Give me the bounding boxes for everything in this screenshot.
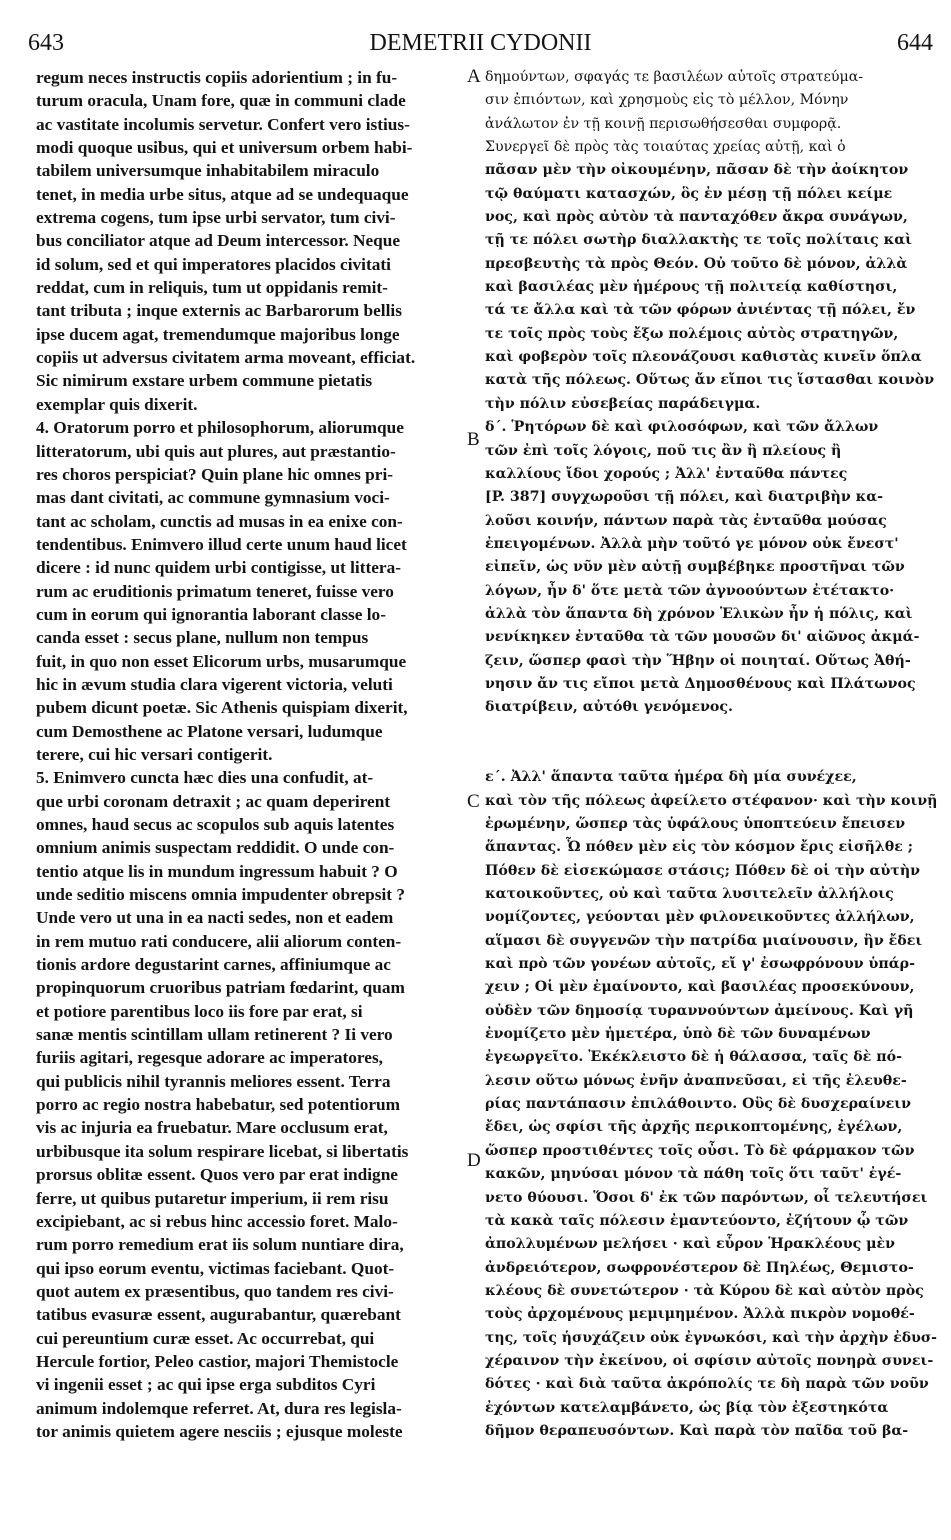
latin-text-line: extrema cogens, tum ipse urbi servator, tum civi- (36, 208, 396, 228)
greek-text-line: ρίας παντάπασιν ἐπιλάθοιντο. Οὓς δὲ δυσχεραίνειν (485, 1096, 912, 1113)
greek-text-line: κακῶν, μηνύσαι μόνον τὰ πάθη τοῖς ὅτι ταῦτ' ἐγέ- (485, 1166, 902, 1183)
greek-text-line: δημούντων, σφαγάς τε βασιλέων αὐτοῖς στρατεύμα- (485, 69, 864, 85)
greek-text-line: ἀπολλυμένων μελήσει · καὶ εὗρον Ἡρακλέους μὲν (485, 1236, 896, 1253)
latin-text-line: quot autem ex præsentibus, quo tandem res civi- (36, 1281, 394, 1301)
greek-text-line: νενίκηκεν ἐνταῦθα τὰ τῶν μουσῶν δι' αἰῶνος ἀκμά- (485, 629, 920, 646)
latin-text-line: dicere : id nunc quidem urbi contigisse, ut littera- (36, 558, 401, 578)
latin-text-line: 4. Oratorum porro et philosophorum, aliorumque (36, 418, 404, 438)
greek-text-line: κατὰ τῆς πόλεως. Οὕτως ἄν εἴποι τις ἵστασθαι κοινὸν (485, 372, 935, 389)
latin-text-line: tionis ardore degustarint carnes, affiniumque ac (36, 955, 391, 975)
greek-text-line: Πόθεν δὲ εἰσεκώμασε στάσις; Πόθεν δὲ οἱ τὴν αὐτὴν (485, 862, 921, 879)
greek-text-line: καὶ φοβερὸν τοῖς πλεονάζουσι καθιστὰς κινεῖν ὅπλα (485, 349, 922, 366)
greek-text-line: νετο θύουσι. Ὅσοι δ' ἐκ τῶν παρόντων, οἷ τελευτήσει (485, 1189, 928, 1206)
greek-text-line: καὶ τὸν τῆς πόλεως ἀφείλετο στέφανον· καὶ τὴν κοινῇ (485, 792, 937, 809)
greek-text-line: ὥσπερ προστιθέντες τοῖς οὖσι. Τὸ δὲ φάρμακον τῶν (485, 1142, 915, 1159)
latin-text-line: regum neces instructis copiis adorientium ; in fu- (36, 68, 398, 87)
latin-text-line: rum porro remedium erat iis solum nuntiare dira, (36, 1235, 404, 1255)
greek-text-line: λοῦσι κοινήν, πάντων παρὰ τὰς ἐνταῦθα μούσας (485, 512, 887, 529)
margin-letter-d: D (467, 1150, 481, 1171)
running-header (28, 30, 933, 60)
latin-text-line: que urbi coronam detraxit ; ac quam deperirent (36, 791, 391, 811)
greek-text-line: δῆμον θεραπευσόντων. Καὶ παρὰ τὸν παῖδα τοῦ βα- (485, 1422, 909, 1439)
latin-text-line: qui ipso eorum eventu, victimas faciebant. Quot- (36, 1258, 395, 1278)
latin-text-line: Unde vero ut una in ea nacti sedes, non et eadem (36, 908, 394, 928)
greek-text-line: νος, καὶ πρὸς αὐτὸν τὰ πανταχόθεν ἄκρα συνάγων, (485, 209, 908, 226)
latin-text-line: animum indolemque referret. At, dura res legisla- (36, 1398, 402, 1418)
greek-text-line (485, 743, 937, 766)
latin-text-line: porro ac regio nostra habebatur, sed potentiorum (36, 1095, 401, 1115)
greek-text-line: τε τοῖς πρὸς τοὺς ἔξω πολέμοις αὐτὸς στρατηγῶν, (485, 325, 899, 342)
latin-text-line: vi ingenii esset ; ac qui ipse erga subditos Cyri (36, 1375, 376, 1395)
greek-text-line: ε΄. Ἀλλ' ἅπαντα ταῦτα ἡμέρα δὴ μία συνέχεε, (485, 769, 857, 786)
greek-text-line: δ΄. Ῥητόρων δὲ καὶ φιλοσόφων, καὶ τῶν ἄλλων (485, 419, 879, 436)
greek-text-line: χειν ; Οἱ μὲν ἐμαίνοντο, καὶ βασιλέας προσεκύνουν, (485, 979, 915, 996)
latin-text-line: ipse ducem agat, tremendumque majoribus longe (36, 324, 400, 344)
greek-text-line: [P. 387] συγχωροῦσι τῇ πόλει, καὶ διατριβὴν κα- (485, 489, 884, 506)
latin-text-line: litteratorum, ubi quis aut plures, aut præstantio- (36, 441, 396, 461)
greek-text-line: τῶν ἐπὶ τοῖς λόγοις, ποῦ τις ἂν ἢ πλείους ἢ (485, 442, 842, 459)
greek-text-line: νομίζοντες, γεύονται μὲν φιλονεικοῦντες ἀλλήλων, (485, 909, 915, 926)
greek-text-line: ἔδει, ὡς σφίσι τῆς ἀρχῆς περικοπτομένης, ἐγέλων, (485, 1119, 903, 1136)
greek-text-line: τὴν πόλιν εὐσεβείας παράδειγμα. (485, 395, 761, 412)
greek-text-line: ἀλλὰ τὸν ἅπαντα δὴ χρόνον Ἑλικὼν ἦν ἡ πόλις, καὶ (485, 605, 913, 622)
latin-text-line: unde seditio miscens omnia impudenter obrepsit ? (36, 885, 406, 905)
latin-text-line: exemplar quis dixerit. (36, 394, 198, 414)
greek-text-line: ἐνομίζετο μὲν ἡμετέρα, ὑπὸ δὲ τῶν δυναμένων (485, 1026, 871, 1043)
greek-text-line: λόγων, ἦν δ' ὅτε μετὰ τῶν ἀγνοούντων ἐτέτακτο· (485, 582, 895, 599)
greek-text-line: καλλίους ἴδοι χορούς ; Ἀλλ' ἐνταῦθα πάντες (485, 465, 848, 482)
latin-text-line: hic in ævum studia clara vigerent victoria, veluti (36, 674, 393, 694)
latin-text-line: tendentibus. Enimvero illud certe unum haud licet (36, 534, 407, 554)
greek-text-line: ἀνδρειότερον, σωφρονέστερον δὲ Πηλέως, Θεμιστο- (485, 1259, 914, 1276)
latin-text-line: tatibus evasuræ essent, augurabantur, quærebant (36, 1305, 401, 1325)
latin-text-line: tant tributa ; inque externis ac Barbarorum bellis (36, 301, 402, 321)
latin-text-line: id solum, sed et qui imperatores placidos civitati (36, 254, 391, 274)
latin-text-line: turum oracula, Unam fore, quæ in communi clade (36, 91, 406, 111)
margin-letter-a: A (467, 66, 481, 87)
greek-text-line: πᾶσαν μὲν τὴν οἰκουμένην, πᾶσαν δὲ τὴν ἀοίκητον (485, 162, 909, 179)
latin-text-line: tor animis quietem agere nesciis ; ejusque moleste (36, 1421, 403, 1441)
greek-text-line: τά τε ἄλλα καὶ τὰ τῶν φόρων ἀνιέντας τῇ πόλει, ἔν (485, 302, 916, 319)
greek-text-line: οὐδὲν τῶν δημοσίᾳ τυραννούντων ἀμείνους. Καὶ γῆ (485, 1002, 914, 1019)
greek-text-line: Συνεργεῖ δὲ πρὸς τὰς τοιαύτας χρείας αὐτῇ, καὶ ὁ (485, 139, 846, 156)
latin-text-line: tenet, in media urbe situs, atque ad se undequaque (36, 184, 409, 204)
greek-text-line: ἐρωμένην, ὥσπερ τὰς ὑφάλους ὑποπτεύειν ἔπεισεν (485, 816, 906, 832)
greek-text-line: ζειν, ὥσπερ φασὶ τὴν Ἥβην οἱ ποιηταί. Οὕτως Ἀθή- (485, 652, 911, 669)
greek-text-line: τὰ κακὰ ταῖς πόλεσιν ἐμαντεύοντο, ἐζήτουν ᾧ τῶν (485, 1212, 909, 1229)
latin-text-line: reddat, cum in reliquis, tum ut oppidanis remit- (36, 278, 388, 298)
greek-text-line: τῇ τε πόλει σωτὴρ διαλλακτὴς τε τοῖς πολίταις καὶ (485, 232, 913, 249)
greek-text-line: τοὺς ἀρχομένους μεμιμημένον. Ἀλλὰ πικρὸν νομοθέ- (485, 1306, 915, 1323)
latin-text-line: mas dant civitati, ac commune gymnasium voci- (36, 488, 390, 508)
latin-text-line: cui pereuntium curæ esset. Ac occurrebat, qui (36, 1328, 375, 1348)
latin-text-line: qui publicis nihil tyrannis meliores essent. Terra (36, 1071, 391, 1091)
latin-text-line: bus conciliator atque ad Deum intercessor. Neque (36, 231, 401, 251)
latin-text-line: prorsus oblitæ essent. Quos vero par erat indigne (36, 1165, 398, 1185)
latin-text-line: furiis agitari, regesque adorare ac imperatores, (36, 1048, 383, 1068)
greek-text-line: νησιν ἄν τις εἴποι μετὰ Δημοσθένους καὶ Πλάτωνος (485, 675, 916, 692)
latin-text-line: cum Demosthene ac Platone versari, ludumque (36, 721, 383, 741)
greek-text-line (485, 720, 937, 743)
latin-text-line: ac vastitate incolumis servetur. Confert vero istius- (36, 114, 410, 134)
greek-text-line: ἐγεωργεῖτο. Ἐκέκλειστο δὲ ἡ θάλασσα, ταῖς δὲ πό- (485, 1049, 902, 1066)
margin-letter-c: C (467, 791, 480, 812)
latin-text-line: ferre, ut quibus putaretur imperium, ii rem risu (36, 1188, 389, 1208)
greek-column (485, 66, 937, 1528)
latin-text-line: omnium animis suspectam reddidit. O unde con- (36, 838, 395, 858)
latin-text-line: 5. Enimvero cuncta hæc dies una confudit, at- (36, 768, 374, 788)
latin-text-line: urbibusque ita solum respirare licebat, si libertatis (36, 1141, 409, 1161)
greek-text-line: κατοικοῦντες, οὐ καὶ ταῦτα λυσιτελεῖν ἀλλήλοις (485, 886, 894, 903)
page-number-right: 644 (897, 30, 933, 56)
latin-text-line: res choros perspiciat? Quin plane hic omnes pri- (36, 464, 393, 484)
latin-text-line: canda esset : secus plane, nullum non tempus (36, 628, 369, 648)
greek-text-line: ἀνάλωτον ἐν τῇ κοινῇ περισωθήσεσθαι συμφορᾷ. (485, 115, 842, 132)
greek-text-line: εἰπεῖν, ὡς νῦν μὲν αὐτῇ συμβέβηκε προστῆναι τῶν (485, 559, 905, 576)
latin-text-line: fuit, in quo non esset Elicorum urbs, musarumque (36, 651, 407, 671)
latin-text-line: terere, cui hic versari contigerit. (36, 744, 273, 764)
latin-text-line: in rem mutuo rati conducere, alii aliorum conten- (36, 931, 402, 951)
margin-letter-b: B (467, 429, 480, 450)
latin-text-line: rum ac eruditionis primatum teneret, fuisse vero (36, 581, 394, 601)
greek-text-line: αἵμασι δὲ συγγενῶν τὴν πατρίδα μιαίνουσιν, ἣν ἔδει (485, 932, 923, 949)
greek-text-line: χέραινον τὴν ἐκείνου, οἱ σφίσιν αὐτοῖς πονηρὰ συνει- (485, 1352, 934, 1369)
running-title: DEMETRII CYDONII (369, 30, 592, 56)
greek-text-line: δότες · καὶ διὰ ταῦτα ἀκρόπολίς τε δὴ παρὰ τῶν νοῦν (485, 1376, 929, 1393)
latin-column (36, 66, 462, 1528)
page-number-left: 643 (28, 30, 64, 56)
greek-text-line: διατρίβειν, αὐτόθι γενόμενος. (485, 699, 733, 716)
greek-text-line: κλέους δὲ συνετώτερον · τὰ Κύρου δὲ καὶ αὐτὸν πρὸς (485, 1282, 924, 1299)
latin-text-line: propinquorum cruoribus patriam fœdarint, quam (36, 978, 405, 998)
latin-text-line: Hercule fortior, Peleo castior, majori Themistocle (36, 1351, 399, 1371)
greek-text-line: σιν ἐπιόντων, καὶ χρησμοὺς εἰς τὸ μέλλον, Μόνην (485, 92, 849, 109)
latin-text-line: sanæ mentis scintillam ullam retinerent ? Ii vero (36, 1025, 393, 1045)
greek-text-line: τῷ θαύματι κατασχών, ὃς ἐν μέσῃ τῇ πόλει κείμε (485, 185, 893, 202)
latin-text-line: et potiore parentibus loco iis fore par erat, si (36, 1001, 363, 1021)
latin-text-line: Sic nimirum exstare urbem commune pietatis (36, 371, 373, 391)
latin-text-line: pubem dicunt poetæ. Sic Athenis quispiam dixerit, (36, 698, 408, 718)
latin-text-line: cum in eorum qui ignorantia laborant classe lo- (36, 604, 386, 624)
latin-text-line: tant ac scholam, cunctis ad musas in ea enixe con- (36, 511, 403, 531)
greek-text-line: καὶ βασιλέας μὲν ἡμέρους τῇ πολιτείᾳ καθίστησι, (485, 279, 898, 296)
greek-text-line: ἅπαντας. Ὦ πόθεν μὲν εἰς τὸν κόσμον ἔρις εἰσῆλθε ; (485, 839, 914, 856)
latin-text-line: excipiebant, ac si rebus hinc accessio foret. Malo- (36, 1211, 398, 1231)
latin-text-line: tentio atque lis in mundum ingressum habuit ? O (36, 861, 398, 881)
latin-text-line: tabilem universumque inhabitabilem miraculo (36, 161, 380, 181)
latin-text-line: modi quoque usibus, qui et universum orbem habi- (36, 138, 413, 158)
latin-text-line: copiis ut adversus civitatem arma moveant, efficiat. (36, 348, 416, 368)
greek-text-line: πρεσβευτὴς τὰ πρὸς Θεόν. Οὐ τοῦτο δὲ μόνον, ἀλλὰ (485, 255, 908, 272)
greek-text-line: ἐπειγομένων. Ἀλλὰ μὴν τοῦτό γε μόνον οὐκ ἔνεστ' (485, 535, 899, 552)
greek-text-line: καὶ πρὸ τῶν γονέων αὐτοῖς, εἴ γ' ἐσωφρόνουν ὑπάρ- (485, 956, 915, 973)
latin-text-line: omnes, haud secus ac scopulos sub aquis latentes (36, 815, 395, 834)
greek-text-line: ἐχόντων κατελαμβάνετο, ὡς βίᾳ τὸν ἐξεστηκότα (485, 1399, 889, 1416)
latin-text-line: vis ac injuria ea fruebatur. Mare occlusum erat, (36, 1118, 388, 1138)
greek-text-line: της, τοῖς ἡσυχάζειν οὐκ ἐγνωκόσι, καὶ τὴν ἀρχὴν ἐδυσ- (485, 1329, 937, 1346)
greek-text-line: λεσιν οὕτω μόνως ἐνῆν ἀναπνεῦσαι, εἰ τῆς ἐλευθε- (485, 1072, 907, 1089)
